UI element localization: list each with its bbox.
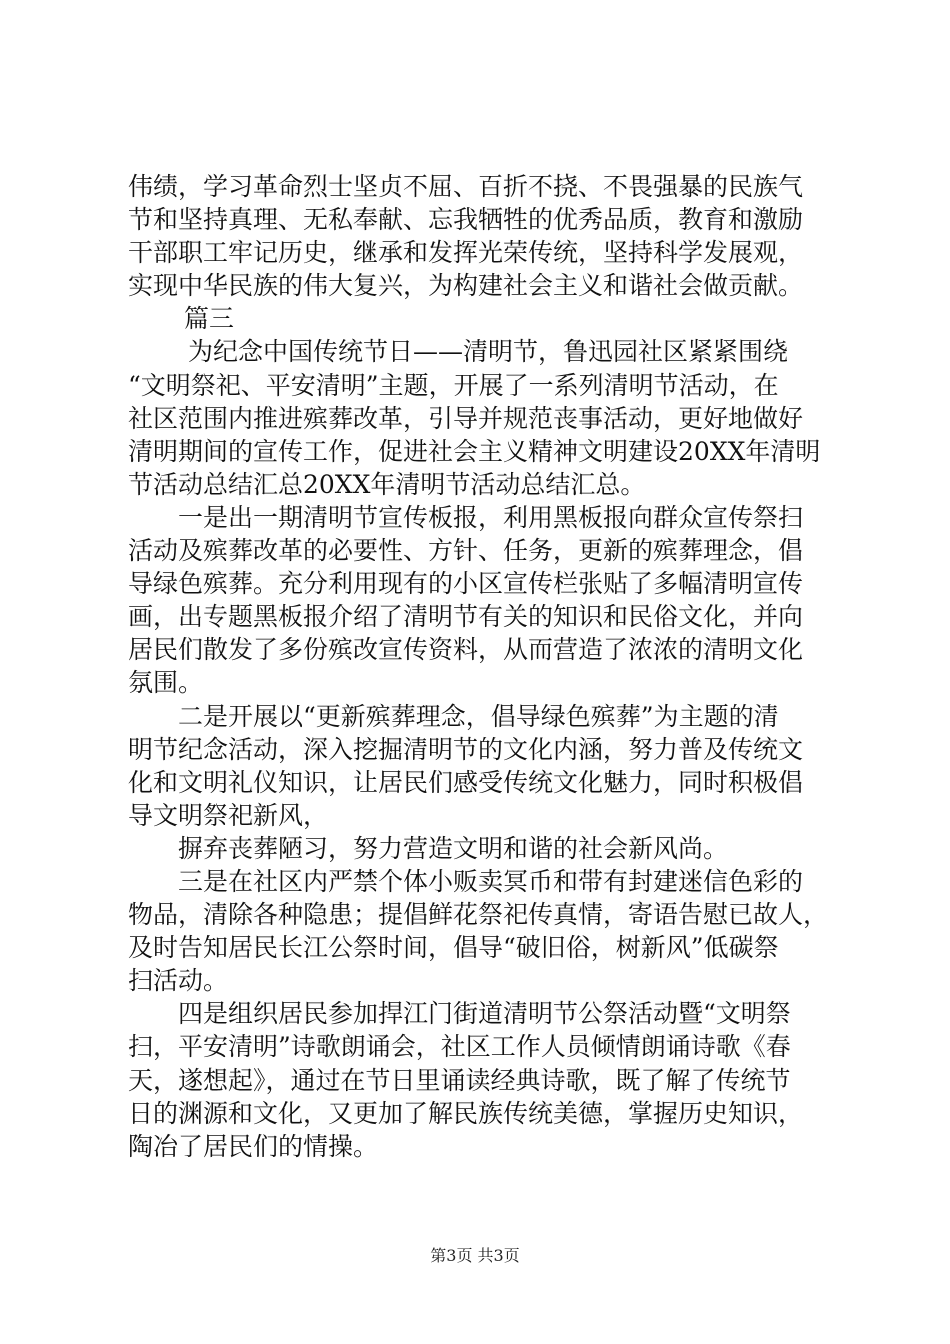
text-line: 节活动总结汇总20XX年清明节活动总结汇总。 — [128, 469, 646, 499]
text-line: 及时告知居民长江公祭时间，倡导“破旧俗，树新风”低碳祭 — [128, 933, 779, 963]
text-line: 四是组织居民参加捍江门街道清明节公祭活动暨“文明祭 — [178, 999, 791, 1029]
text-line: 清明期间的宣传工作，促进社会主义精神文明建设20XX年清明 — [128, 436, 821, 466]
text-line: 社区范围内推进殡葬改革，引导并规范丧事活动，更好地做好 — [128, 403, 804, 433]
text-line: 摒弃丧葬陋习，努力营造文明和谐的社会新风尚。 — [178, 833, 729, 863]
text-line: 干部职工牢记历史，继承和发挥光荣传统，坚持科学发展观， — [128, 238, 804, 268]
text-line: 导文明祭祀新风， — [128, 800, 329, 830]
text-line: 节和坚持真理、无私奉献、忘我牺牲的优秀品质，教育和激励 — [128, 205, 804, 235]
text-line: 日的渊源和文化，又更加了解民族传统美德，掌握历史知识， — [128, 1098, 804, 1128]
text-line: 一是出一期清明节宣传板报，利用黑板报向群众宣传祭扫 — [178, 502, 804, 532]
text-line: 居民们散发了多份殡改宣传资料，从而营造了浓浓的清明文化 — [128, 635, 804, 665]
text-line: 画，出专题黑板报介绍了清明节有关的知识和民俗文化，并向 — [128, 602, 804, 632]
text-line: 化和文明礼仪知识，让居民们感受传统文化魅力，同时积极倡 — [128, 767, 804, 797]
text-line: 物品，清除各种隐患；提倡鲜花祭祀传真情，寄语告慰已故人， — [128, 900, 829, 930]
text-line: 导绿色殡葬。充分利用现有的小区宣传栏张贴了多幅清明宣传 — [128, 569, 804, 599]
text-line: 天，遂想起》，通过在节日里诵读经典诗歌，既了解了传统节 — [128, 1065, 791, 1095]
text-line: 伟绩，学习革命烈士坚贞不屈、百折不挠、不畏强暴的民族气 — [128, 172, 804, 201]
text-line: 陶冶了居民们的情操。 — [128, 1131, 379, 1161]
text-line: 三是在社区内严禁个体小贩卖冥币和带有封建迷信色彩的 — [178, 866, 804, 896]
text-line: 明节纪念活动，深入挖掘清明节的文化内涵，努力普及传统文 — [128, 734, 804, 764]
text-line: 扫，平安清明”诗歌朗诵会，社区工作人员倾情朗诵诗歌《春 — [128, 1032, 791, 1062]
text-line: 实现中华民族的伟大复兴，为构建社会主义和谐社会做贡献。 — [128, 271, 804, 301]
text-line: 篇三 — [184, 304, 235, 334]
page-footer: 第3页 共3页 — [430, 1246, 520, 1265]
text-line: 为纪念中国传统节日——清明节，鲁迅园社区紧紧围绕 — [188, 337, 789, 367]
text-line: 扫活动。 — [128, 966, 229, 996]
text-line: 氛围。 — [128, 668, 204, 698]
text-line: 活动及殡葬改革的必要性、方针、任务，更新的殡葬理念，倡 — [128, 536, 804, 566]
text-line: 二是开展以“更新殡葬理念，倡导绿色殡葬”为主题的清 — [178, 701, 779, 731]
text-line: “文明祭祀、平安清明”主题，开展了一系列清明节活动，在 — [128, 370, 779, 400]
document-body — [128, 170, 848, 1163]
